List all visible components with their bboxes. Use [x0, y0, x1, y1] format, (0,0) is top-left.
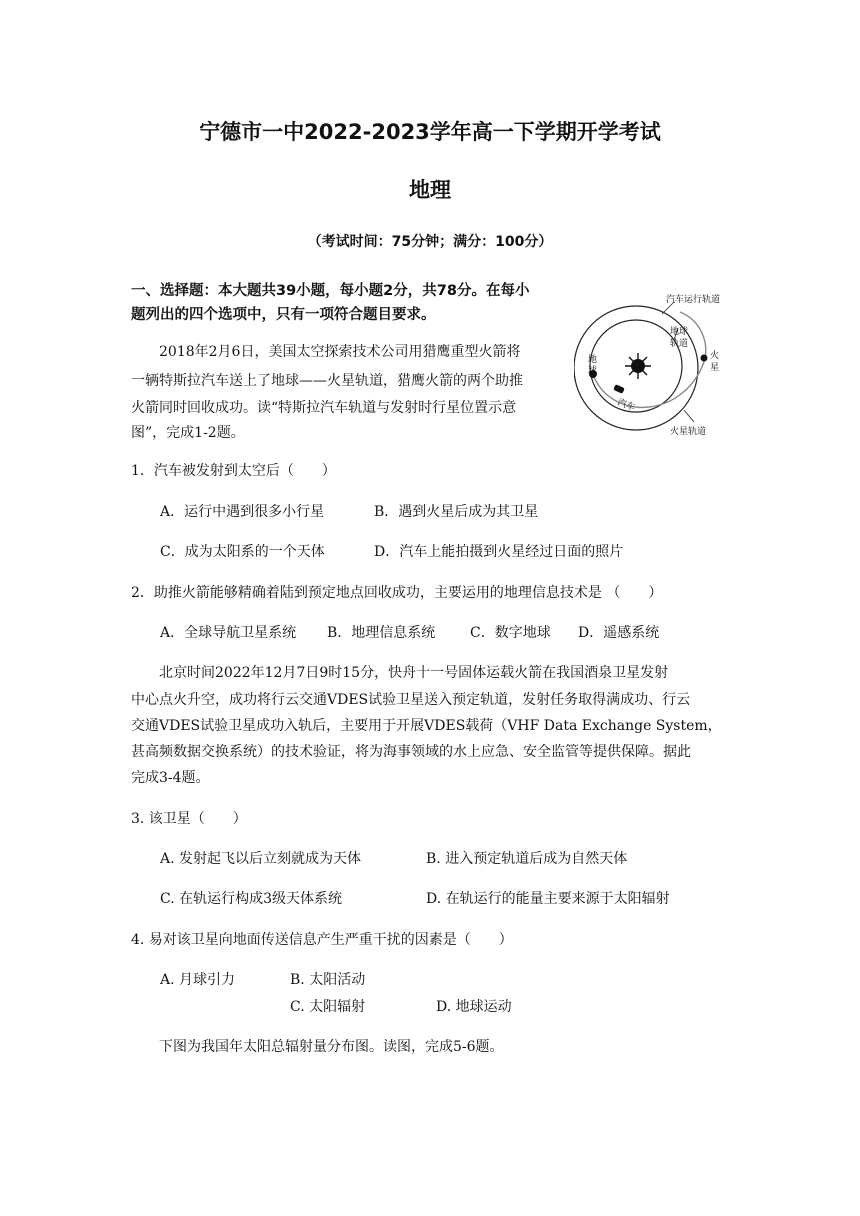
car-orbit-path [594, 312, 706, 407]
passage-2-line-3: 交通VDES试验卫星成功入轨后，主要用于开展VDES载荷（VHF Data Exchange System， [131, 718, 722, 734]
section-heading-line-1: 一、选择题：本大题共39小题，每小题2分，共78分。在每小 [131, 283, 530, 299]
question-4-stem: 4. 易对该卫星向地面传送信息产生严重干扰的因素是（ ） [131, 932, 513, 948]
question-4-option-a: A. 月球引力 [160, 972, 236, 988]
label-car: 汽车 [615, 397, 637, 414]
question-2-option-a: A．全球导航卫星系统 [160, 625, 297, 641]
question-2-option-d: D．遥感系统 [578, 625, 660, 641]
question-1-option-b: B．遇到火星后成为其卫星 [374, 504, 539, 520]
mars-icon [701, 355, 708, 362]
question-3-stem: 3. 该卫星（ ） [131, 811, 247, 827]
exam-note: （考试时间：75分钟；满分：100分） [307, 234, 553, 250]
passage-1-line-1: 2018年2月6日，美国太空探索技术公司用猎鹰重型火箭将 [159, 344, 521, 360]
question-3-option-a: A. 发射起飞以后立刻就成为天体 [160, 851, 362, 867]
label-earth-2: 球 [588, 366, 598, 376]
exam-title: 宁德市一中2022-2023学年高一下学期开学考试 [199, 120, 661, 144]
car-icon [613, 384, 625, 394]
label-mars-2: 星 [710, 363, 720, 373]
question-1-option-a: A．运行中遇到很多小行星 [160, 504, 325, 520]
question-1-stem: 1．汽车被发射到太空后（ ） [131, 463, 336, 479]
question-4-option-c: C. 太阳辐射 [290, 999, 366, 1015]
passage-2-line-5: 完成3-4题。 [131, 770, 210, 786]
question-2-option-b: B．地理信息系统 [327, 625, 436, 641]
label-earth-orbit-1: 地球 [670, 327, 689, 337]
passage-1-line-3: 火箭同时回收成功。读“特斯拉汽车轨道与发射时行星位置示意 [131, 400, 517, 416]
label-mars-orbit: 火星轨道 [670, 427, 707, 437]
question-3-option-b: B. 进入预定轨道后成为自然天体 [426, 851, 628, 867]
question-1-option-c: C．成为太阳系的一个天体 [160, 544, 325, 560]
label-earth-1: 地 [588, 355, 598, 365]
question-3-option-c: C. 在轨运行构成3级天体系统 [160, 891, 343, 907]
question-2-stem: 2．助推火箭能够精确着陆到预定地点回收成功，主要运用的地理信息技术是 （ ） [131, 585, 663, 601]
question-4-option-b: B. 太阳活动 [290, 972, 366, 988]
passage-1-line-2: 一辆特斯拉汽车送上了地球——火星轨道，猎鹰火箭的两个助推 [131, 373, 523, 389]
orbit-diagram [574, 282, 740, 444]
label-mars-1: 火 [710, 351, 720, 361]
question-3-option-d: D. 在轨运行的能量主要来源于太阳辐射 [426, 891, 670, 907]
subject-title: 地理 [409, 178, 451, 202]
question-1-option-d: D．汽车上能拍摄到火星经过日面的照片 [374, 544, 624, 560]
sun-icon [625, 353, 651, 379]
passage-3: 下图为我国年太阳总辐射量分布图。读图，完成5-6题。 [159, 1039, 504, 1055]
section-heading-line-2: 题列出的四个选项中，只有一项符合题目要求。 [131, 307, 436, 323]
passage-2-line-1: 北京时间2022年12月7日9时15分，快舟十一号固体运载火箭在我国酒泉卫星发射 [159, 665, 669, 681]
label-car-orbit: 汽车运行轨道 [666, 295, 721, 305]
question-4-option-d: D. 地球运动 [436, 999, 512, 1015]
label-earth-orbit-2: 轨道 [670, 339, 689, 349]
passage-2-line-2: 中心点火升空，成功将行云交通VDES试验卫星送入预定轨道，发射任务取得满成功、行云 [131, 692, 691, 708]
passage-2-line-4: 甚高频数据交换系统）的技术验证，将为海事领域的水上应急、安全监管等提供保障。据此 [131, 744, 691, 760]
passage-1-line-4: 图”，完成1-2题。 [131, 425, 245, 441]
question-2-option-c: C．数字地球 [470, 625, 551, 641]
